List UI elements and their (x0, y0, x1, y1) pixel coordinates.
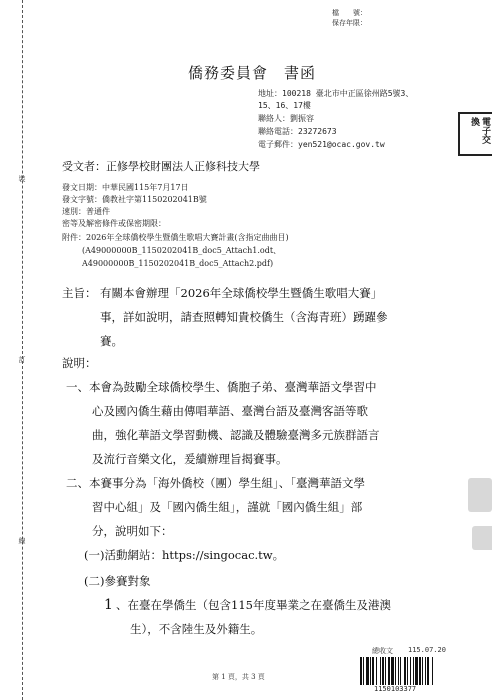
exchange-stamp: 電子交換 (458, 112, 492, 156)
scan-mark (468, 478, 492, 512)
subject-line: 事，詳如說明，請查照轉知貴校僑生（含海青班）踴躍參 (100, 310, 388, 324)
binding-mark: 訂 (18, 356, 26, 364)
sender-phone: 聯絡電話：23272673 (258, 127, 337, 136)
sub-item-participants: (二)參賽對象 (84, 574, 151, 588)
scan-mark (472, 526, 492, 550)
barcode-number: 1150103377 (374, 685, 417, 693)
sub-item-1: 、在臺在學僑生（包含115年度畢業之在臺僑生及港澳 (116, 598, 391, 612)
item-2-cont: 分，說明如下： (92, 524, 173, 538)
barcode-bars (360, 657, 464, 685)
barcode-bar (433, 657, 434, 685)
secrecy-level: 密等及解密條件或保密期限： (62, 219, 166, 228)
speed-class: 速別：普通件 (62, 207, 110, 216)
page-number: 第 1 頁，共 3 頁 (212, 673, 265, 681)
sender-email: 電子郵件：yen521@ocac.gov.tw (258, 140, 385, 149)
attachment-file-2: A49000000B_1150202041B_doc5_Attach2.pdf) (82, 259, 274, 268)
sub-item-1-cont: 生），不含陸生及外籍生。 (130, 622, 263, 636)
attachment: 附件：2026年全球僑校學生暨僑生歌唱大賽計畫(含指定曲曲目) (62, 233, 289, 242)
recipient: 受文者：正修學校財團法人正修科技大學 (62, 160, 260, 173)
subject-label: 主旨： (62, 286, 97, 300)
item-2-cont: 習中心組」及「國內僑生組」，謹就「國內僑生組」部 (92, 500, 363, 514)
item-1-cont: 曲，強化華語文學習動機、認識及體驗臺灣多元族群語言 (92, 428, 380, 442)
subject-line: 有關本會辦理「2026年全球僑校學生暨僑生歌唱大賽」 (100, 286, 383, 300)
sender-address: 地址：100218 臺北市中正區徐州路5號3、 (258, 89, 414, 98)
issue-date: 發文日期：中華民國115年7月17日 (62, 183, 189, 192)
sender-address-cont: 15、16、17樓 (258, 101, 311, 110)
receipt-label: 總收文 (372, 647, 393, 655)
item-1-cont: 及流行音樂文化，爰續辦理旨揭賽事。 (92, 452, 288, 466)
barcode (352, 657, 470, 693)
binding-line (22, 0, 23, 700)
binding-mark: 裝 (18, 175, 26, 183)
file-number-label: 檔 號： (332, 9, 367, 17)
receipt-date: 115.07.20 (408, 646, 446, 654)
subject-line: 賽。 (100, 334, 123, 348)
binding-mark: 線 (18, 537, 26, 545)
document-number: 發文字號：僑教社字第1150202041B號 (62, 195, 207, 204)
retention-label: 保存年限： (332, 19, 367, 27)
item-2: 二、本賽事分為「海外僑校（團）學生組」、「臺灣華語文學 (66, 476, 365, 490)
attachment-file-1: (A49000000B_1150202041B_doc5_Attach1.odt、 (82, 246, 282, 255)
page-title: 僑務委員會 書函 (188, 64, 317, 82)
sender-contact: 聯絡人：劉振容 (258, 114, 314, 123)
item-1-cont: 心及國內僑生藉由傳唱華語、臺灣台語及臺灣客語等歌 (92, 404, 368, 418)
explanation-label: 說明： (62, 356, 97, 370)
sub-item-website: (一)活動網站：https://singocac.tw。 (84, 548, 285, 562)
item-1: 一、本會為鼓勵全球僑校學生、僑胞子弟、臺灣華語文學習中 (66, 380, 377, 394)
sub-item-number: 1 (104, 597, 113, 613)
